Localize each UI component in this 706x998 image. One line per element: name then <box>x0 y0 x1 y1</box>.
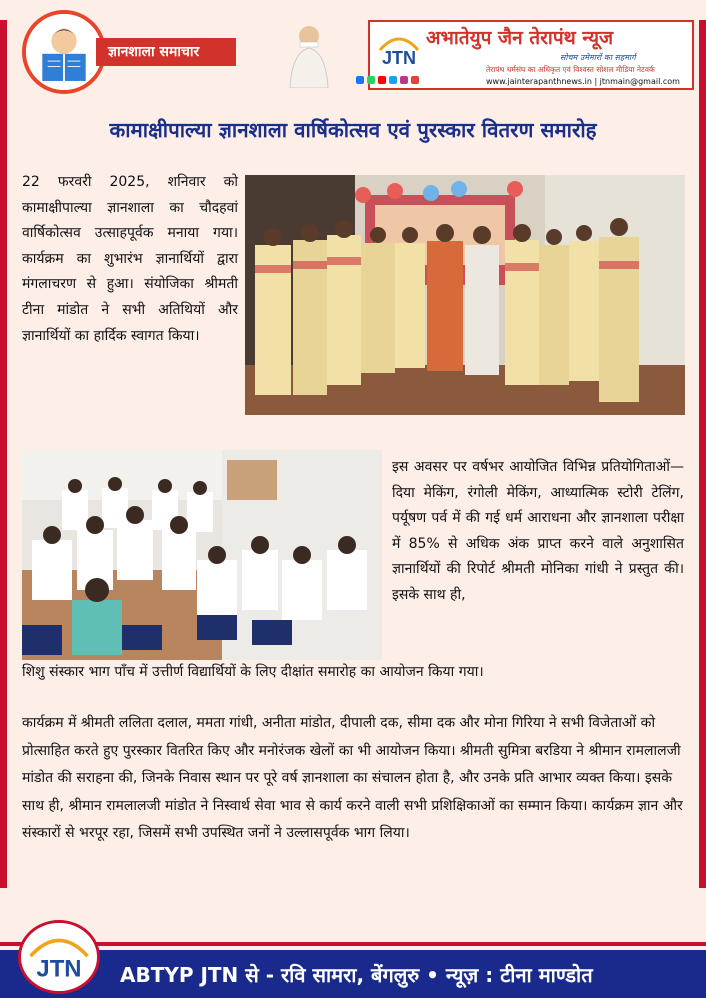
brand-tagline: तेरापंथ धर्मसंघ का अधिकृत एवं विश्वस्त सोशल मीडिया नेटवर्क <box>486 65 655 74</box>
social-icons <box>356 76 419 84</box>
paragraph-competitions: इस अवसर पर वर्षभर आयोजित विभिन्न प्रतियोगिताओं—दिया मेकिंग, रंगोली मेकिंग, आध्यात्मिक स्टोरी टेलिंग, पर्यूषण पर्व में की गई धर्म आराधना और ज्ञानशाला परीक्षा में 85% से अधिक अंक प्राप्त करने वाले अनुशासित ज्ञानार्थियों की रिपोर्ट श्रीमती मोनिका गांधी ने प्रस्तुत की। इसके साथ ही, <box>392 459 684 603</box>
left-accent-bar <box>0 20 7 888</box>
jtn-logo <box>376 28 422 68</box>
students-classroom-photo <box>22 450 382 660</box>
masthead <box>8 4 698 96</box>
youtube-icon[interactable] <box>378 76 386 84</box>
brand-title: अभातेयुप जैन तेरापंथ न्यूज <box>426 27 614 49</box>
section-tag: ज्ञानशाला समाचार <box>96 38 236 66</box>
googleplus-icon[interactable] <box>411 76 419 84</box>
article-headline: कामाक्षीपाल्या ज्ञानशाला वार्षिकोत्सव एवं पुरस्कार वितरण समारोह <box>109 118 597 142</box>
acharya-portrait <box>282 18 336 88</box>
footer-stripe <box>0 942 706 946</box>
instagram-icon[interactable] <box>400 76 408 84</box>
twitter-icon[interactable] <box>389 76 397 84</box>
paragraph-intro: 22 फरवरी 2025, शनिवार को कामाक्षीपाल्या ज्ञानशाला का चौदहवां वार्षिकोत्सव उत्साहपूर्वक मनाया गया। कार्यक्रम का शुभारंभ ज्ञानार्थियों द्वारा मंगलाचरण से हुआ। संयोजिका श्रीमती टीना मांडोत ने सभी अतिथियों और ज्ञानार्थियों का हार्दिक स्वागत किया। <box>22 174 238 344</box>
right-accent-bar <box>699 20 706 888</box>
facebook-icon[interactable] <box>356 76 364 84</box>
footer-credit: ABTYP JTN से - रवि सामरा, बेंगलुरु • न्यूज़ : टीना माण्डोत <box>120 963 593 987</box>
gyanshala-kid-logo <box>22 10 106 94</box>
award-ceremony-photo <box>245 175 685 415</box>
footer-jtn-logo <box>18 920 100 994</box>
brand-subtitle: सोचम उमेमारों का सहमार्ग <box>560 53 636 62</box>
jtn-logo-text: JTN <box>381 48 417 68</box>
footer-logo-text: JTN <box>36 955 82 983</box>
paragraph-competitions-continued: शिशु संस्कार भाग पाँच में उत्तीर्ण विद्यार्थियों के लिए दीक्षांत समारोह का आयोजन किया गया। <box>22 664 484 680</box>
brand-contact: www.jainterapanthnews.in | jtnmain@gmail.com <box>486 77 680 86</box>
whatsapp-icon[interactable] <box>367 76 375 84</box>
paragraph-awards: कार्यक्रम में श्रीमती ललिता दलाल, ममता गांधी, अनीता मांडोत, दीपाली दक, सीमा दक और मोना गिरिया ने सभी विजेताओं को प्रोत्साहित करते हुए पुरस्कार वितरित किए और मनोरंजक खेलों का भी आयोजन किया। श्रीमती सुमित्रा बरडिया ने श्रीमान रामलालजी मांडोत की सराहना की, जिनके निवास स्थान पर पूरे वर्ष ज्ञानशाला का संचालन होता है, और उनके प्रति आभार व्यक्त किया। इसके साथ ही, श्रीमान रामलालजी मांडोत ने निस्वार्थ सेवा भाव से कार्य करने वाली सभी प्रशिक्षिकाओं का सम्मान किया। कार्यक्रम ज्ञान और संस्कारों से भरपूर रहा, जिसमें सभी उपस्थित जनों ने उल्लासपूर्वक भाग लिया। <box>22 715 683 841</box>
